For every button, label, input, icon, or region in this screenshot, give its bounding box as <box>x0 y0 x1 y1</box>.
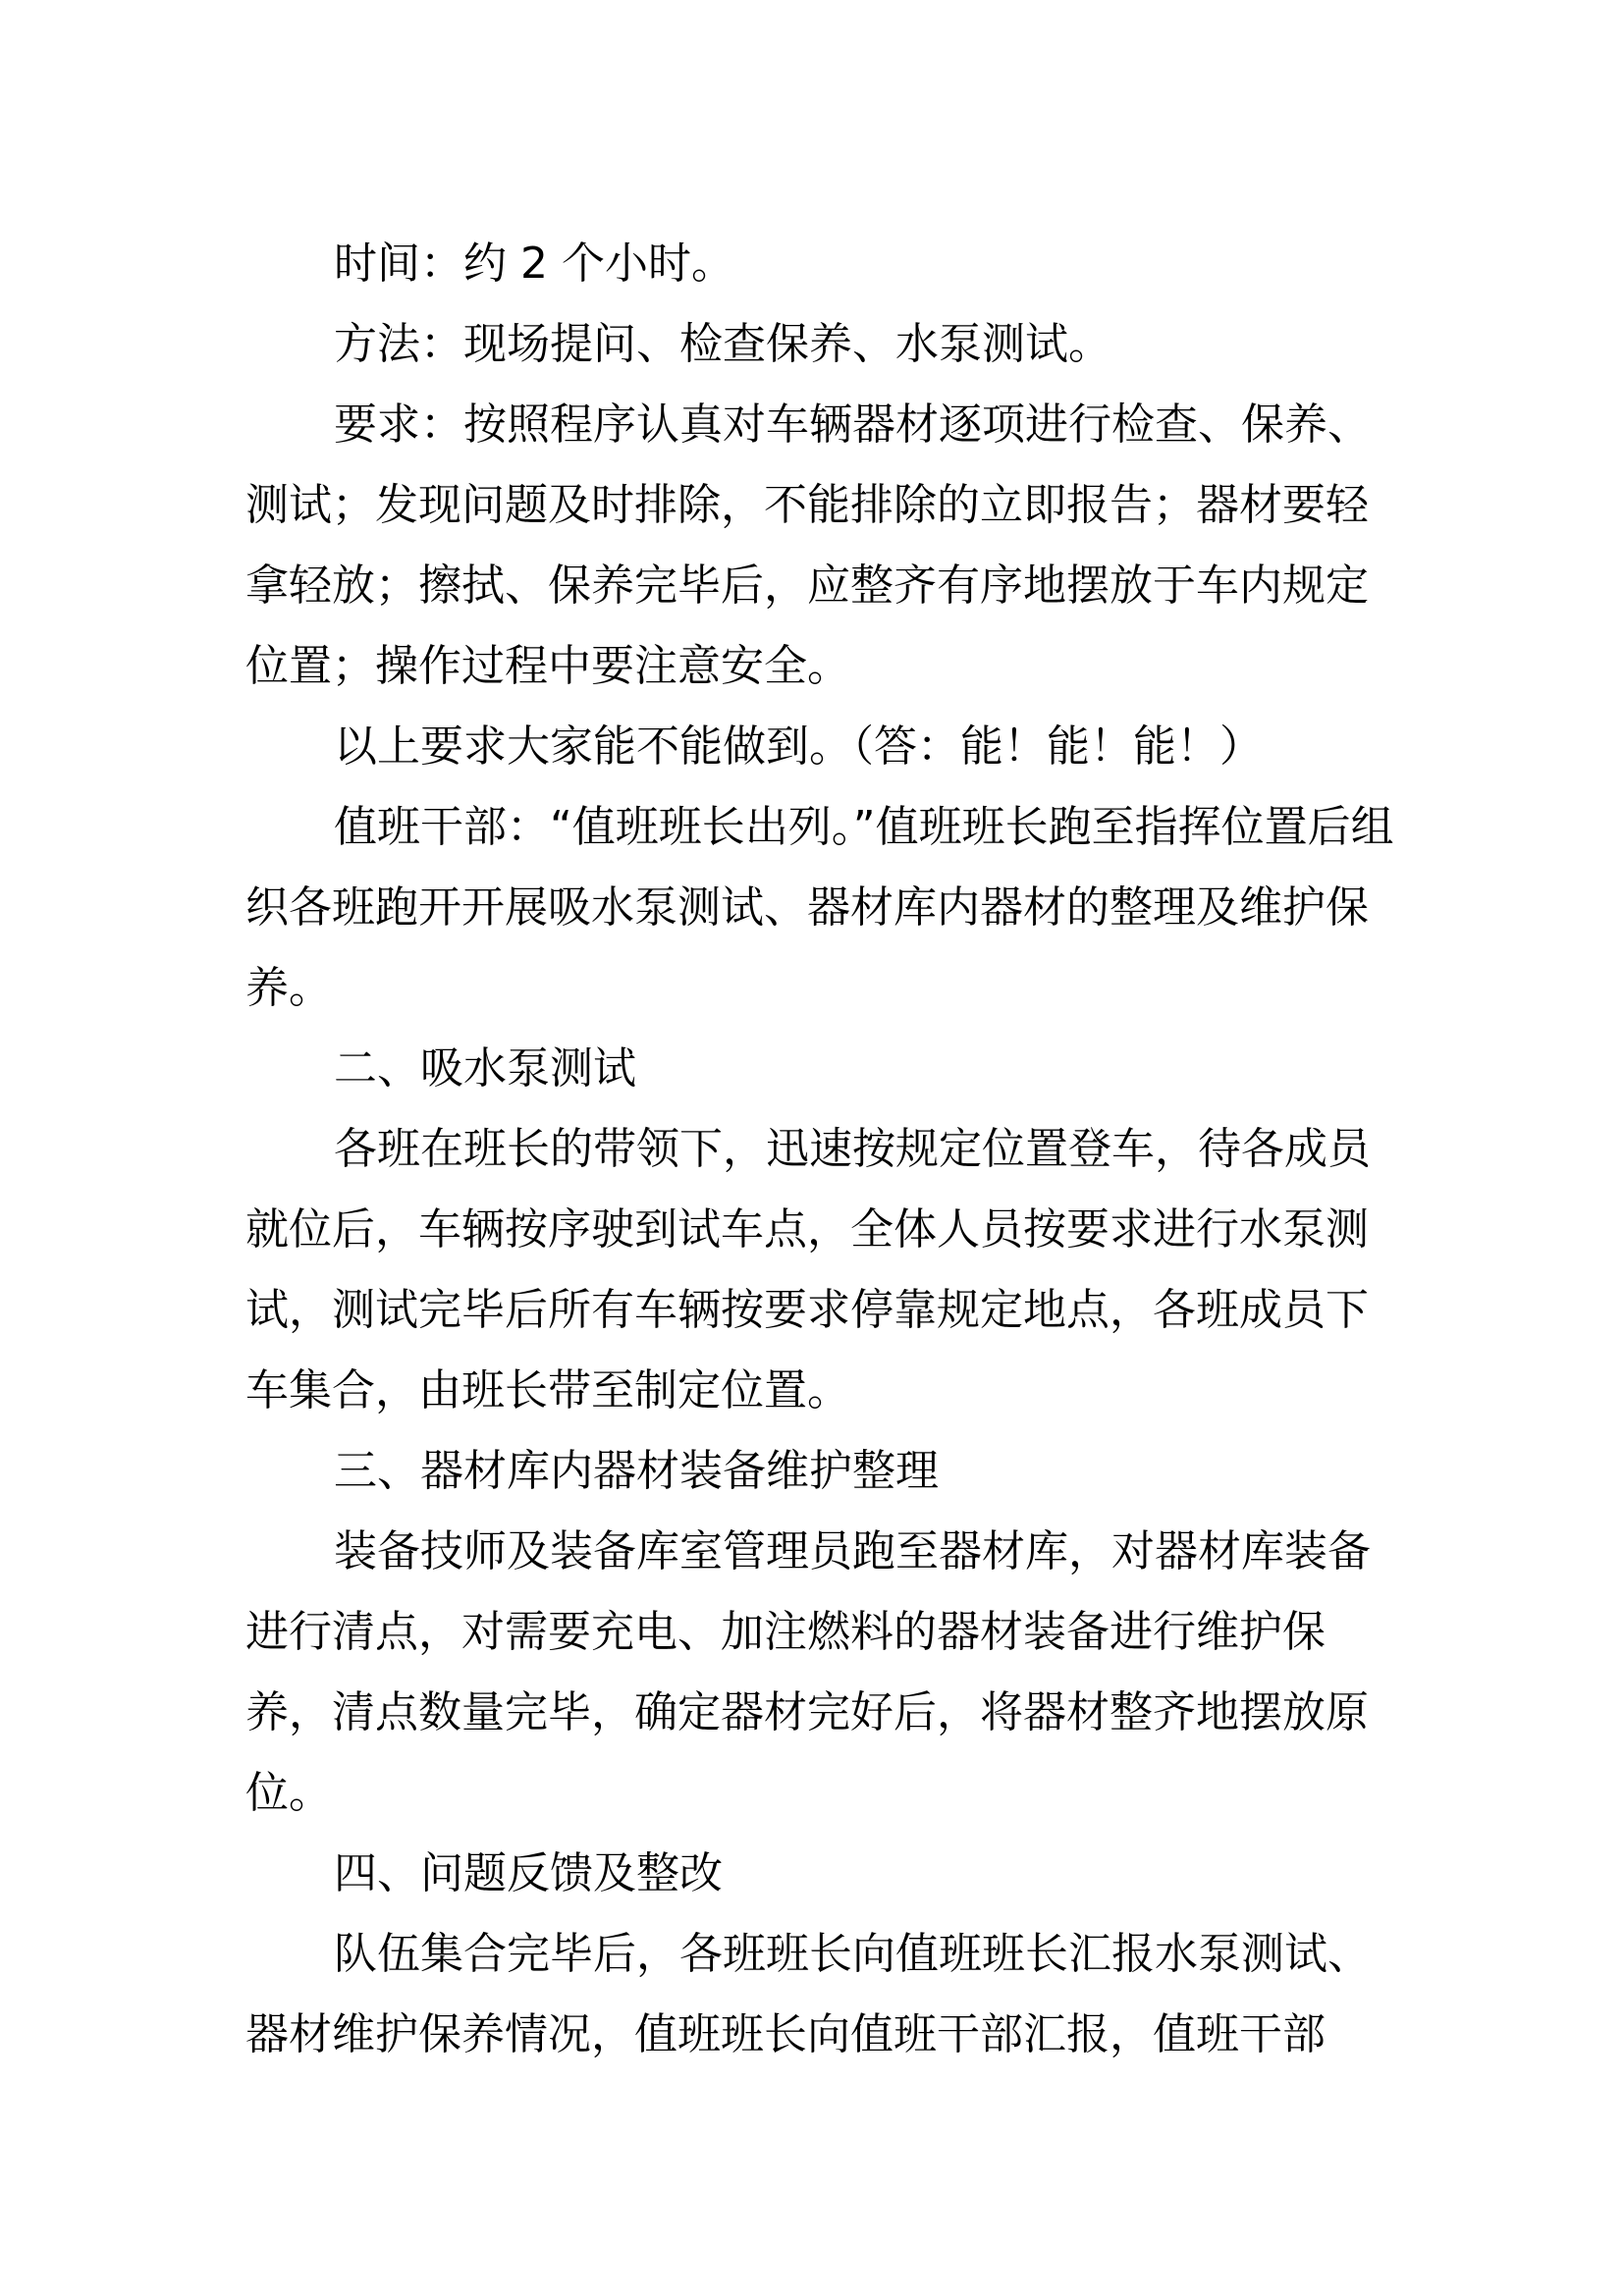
paragraph-duty-officer: 值班干部：“值班班长出列。”值班班长跑至指挥位置后组织各班跑开开展吸水泵测试、器材库内器材的整理及维护保养。 <box>245 802 1394 1013</box>
paragraph-time: 时间：约 2 个小时。 <box>334 239 734 289</box>
paragraph-method: 方法：现场提问、检查保养、水泵测试。 <box>334 319 1111 369</box>
paragraph-feedback: 队伍集合完毕后，各班班长向值班班长汇报水泵测试、器材维护保养情况，值班班长向值班干部汇报，值班干部 <box>245 1929 1371 2059</box>
document-page <box>245 224 1394 2075</box>
paragraph-pump-test: 各班在班长的带领下，迅速按规定位置登车，待各成员就位后，车辆按序驶到试车点，全体人员按要求进行水泵测试，测试完毕后所有车辆按要求停靠规定地点，各班成员下车集合，由班长带至制定位置。 <box>245 1124 1371 1415</box>
paragraph-requirements: 要求：按照程序认真对车辆器材逐项进行检查、保养、测试；发现问题及时排除，不能排除的立即报告；器材要轻拿轻放；擦拭、保养完毕后，应整齐有序地摆放于车内规定位置；操作过程中要注意安全。 <box>245 400 1371 691</box>
paragraph-equipment-maintenance: 装备技师及装备库室管理员跑至器材库，对器材库装备进行清点，对需要充电、加注燃料的器材装备进行维护保养，清点数量完毕，确定器材完好后，将器材整齐地摆放原位。 <box>245 1526 1371 1818</box>
section-heading-pump-test: 二、吸水泵测试 <box>334 1043 636 1094</box>
section-heading-feedback: 四、问题反馈及整改 <box>334 1848 723 1898</box>
section-heading-equipment-maintenance: 三、器材库内器材装备维护整理 <box>334 1446 939 1496</box>
paragraph-confirmation: 以上要求大家能不能做到。（答：能！能！能！） <box>334 721 1263 772</box>
